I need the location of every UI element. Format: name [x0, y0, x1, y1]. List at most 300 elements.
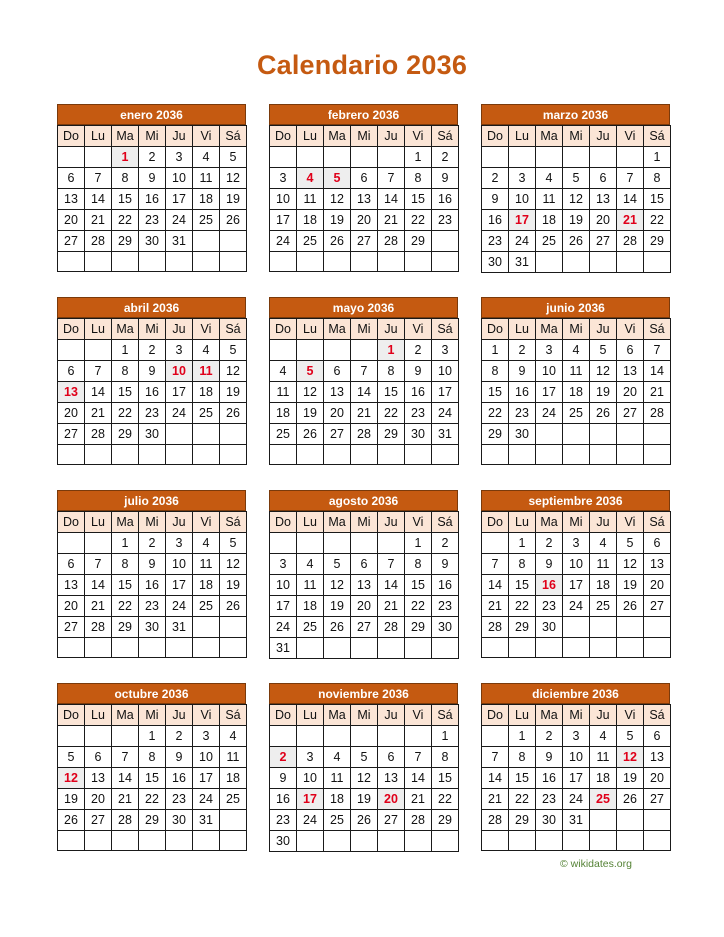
day-cell: 23 — [509, 403, 536, 424]
weekday-label: Mi — [351, 705, 378, 726]
day-cell: 10 — [563, 747, 590, 768]
day-cell: 28 — [85, 617, 112, 638]
day-cell: 24 — [270, 231, 297, 252]
week-row — [58, 617, 247, 638]
day-cell: 1 — [405, 533, 432, 554]
empty-day-cell — [139, 831, 166, 851]
empty-day-cell — [378, 445, 405, 465]
day-cell: 5 — [617, 533, 644, 554]
holiday-day-cell: 12 — [617, 747, 644, 768]
day-cell: 26 — [617, 596, 644, 617]
day-cell: 30 — [139, 231, 166, 252]
day-cell: 27 — [378, 810, 405, 831]
empty-day-cell — [112, 831, 139, 851]
holiday-day-cell: 25 — [590, 789, 617, 810]
day-cell: 23 — [139, 210, 166, 231]
weekday-label: Ju — [378, 126, 405, 147]
week-row — [58, 382, 247, 403]
empty-day-cell — [139, 445, 166, 465]
weekday-label: Lu — [297, 126, 324, 147]
day-cell: 11 — [270, 382, 297, 403]
day-cell: 20 — [324, 403, 351, 424]
week-row — [482, 210, 671, 231]
weekday-label: Sá — [644, 126, 671, 147]
day-cell: 12 — [324, 575, 351, 596]
month-table — [481, 704, 671, 851]
month-table — [481, 318, 671, 465]
empty-day-cell — [139, 638, 166, 658]
weekday-label: Ma — [536, 512, 563, 533]
weekday-label: Vi — [193, 126, 220, 147]
weekday-label: Vi — [193, 512, 220, 533]
empty-day-cell — [590, 252, 617, 273]
day-cell: 14 — [617, 189, 644, 210]
week-row — [482, 726, 671, 747]
holiday-day-cell: 17 — [297, 789, 324, 810]
day-cell: 15 — [405, 575, 432, 596]
day-cell: 4 — [536, 168, 563, 189]
weekday-label: Do — [482, 126, 509, 147]
day-cell: 4 — [193, 533, 220, 554]
day-cell: 4 — [193, 340, 220, 361]
holiday-day-cell: 10 — [166, 361, 193, 382]
day-cell: 15 — [405, 189, 432, 210]
weekday-row — [58, 512, 247, 533]
day-cell: 30 — [139, 617, 166, 638]
empty-day-cell — [563, 445, 590, 465]
day-cell: 9 — [536, 747, 563, 768]
week-row — [482, 189, 671, 210]
weekday-label: Mi — [351, 512, 378, 533]
weekday-label: Lu — [509, 705, 536, 726]
day-cell: 16 — [166, 768, 193, 789]
week-row — [270, 210, 459, 231]
day-cell: 9 — [482, 189, 509, 210]
week-row — [58, 726, 247, 747]
day-cell: 20 — [85, 789, 112, 810]
empty-day-cell — [270, 445, 297, 465]
week-row — [270, 596, 459, 617]
day-cell: 25 — [563, 403, 590, 424]
day-cell: 17 — [536, 382, 563, 403]
empty-day-cell — [644, 445, 671, 465]
day-cell: 24 — [432, 403, 459, 424]
week-row — [58, 810, 247, 831]
day-cell: 5 — [617, 726, 644, 747]
day-cell: 31 — [193, 810, 220, 831]
day-cell: 18 — [270, 403, 297, 424]
day-cell: 30 — [482, 252, 509, 273]
day-cell: 14 — [378, 189, 405, 210]
empty-day-cell — [220, 831, 247, 851]
day-cell: 1 — [509, 726, 536, 747]
weekday-row — [270, 512, 459, 533]
month-1 — [269, 104, 458, 272]
empty-day-cell — [324, 147, 351, 168]
week-row — [270, 361, 459, 382]
day-cell: 29 — [378, 424, 405, 445]
day-cell: 18 — [193, 382, 220, 403]
empty-day-cell — [432, 638, 459, 659]
day-cell: 28 — [378, 617, 405, 638]
day-cell: 26 — [351, 810, 378, 831]
day-cell: 19 — [617, 768, 644, 789]
day-cell: 25 — [324, 810, 351, 831]
day-cell: 12 — [617, 554, 644, 575]
day-cell: 9 — [432, 168, 459, 189]
month-header: abril 2036 — [57, 297, 246, 318]
day-cell: 23 — [432, 596, 459, 617]
empty-day-cell — [58, 445, 85, 465]
day-cell: 15 — [509, 575, 536, 596]
weekday-label: Do — [270, 126, 297, 147]
day-cell: 30 — [432, 617, 459, 638]
day-cell: 8 — [405, 554, 432, 575]
weekday-row — [270, 319, 459, 340]
week-row — [270, 726, 459, 747]
day-cell: 7 — [378, 554, 405, 575]
day-cell: 10 — [297, 768, 324, 789]
day-cell: 15 — [482, 382, 509, 403]
day-cell: 19 — [563, 210, 590, 231]
day-cell: 8 — [644, 168, 671, 189]
weekday-label: Lu — [85, 705, 112, 726]
day-cell: 15 — [432, 768, 459, 789]
week-row — [58, 168, 247, 189]
day-cell: 28 — [482, 617, 509, 638]
day-cell: 20 — [644, 768, 671, 789]
day-cell: 12 — [297, 382, 324, 403]
month-table — [481, 511, 671, 658]
day-cell: 7 — [351, 361, 378, 382]
day-cell: 8 — [112, 168, 139, 189]
week-row — [482, 382, 671, 403]
day-cell: 10 — [166, 168, 193, 189]
week-row — [58, 361, 247, 382]
day-cell: 9 — [432, 554, 459, 575]
empty-day-cell — [85, 252, 112, 272]
day-cell: 19 — [220, 189, 247, 210]
month-2 — [481, 104, 670, 273]
day-cell: 18 — [590, 768, 617, 789]
weekday-label: Ju — [378, 512, 405, 533]
day-cell: 17 — [166, 382, 193, 403]
day-cell: 23 — [536, 789, 563, 810]
month-0 — [57, 104, 246, 272]
day-cell: 24 — [270, 617, 297, 638]
weekday-label: Vi — [193, 319, 220, 340]
empty-day-cell — [193, 252, 220, 272]
week-row — [482, 533, 671, 554]
empty-day-cell — [324, 252, 351, 272]
month-table — [57, 704, 247, 851]
empty-day-cell — [193, 831, 220, 851]
day-cell: 23 — [139, 596, 166, 617]
weekday-label: Ju — [166, 512, 193, 533]
day-cell: 26 — [58, 810, 85, 831]
empty-day-cell — [270, 252, 297, 272]
month-8 — [481, 490, 670, 658]
empty-day-cell — [324, 533, 351, 554]
day-cell: 5 — [220, 147, 247, 168]
day-cell: 5 — [351, 747, 378, 768]
week-row — [482, 554, 671, 575]
day-cell: 2 — [166, 726, 193, 747]
empty-day-cell — [378, 638, 405, 659]
holiday-day-cell: 17 — [509, 210, 536, 231]
day-cell: 25 — [270, 424, 297, 445]
weekday-row — [482, 512, 671, 533]
day-cell: 19 — [58, 789, 85, 810]
empty-day-cell — [378, 726, 405, 747]
day-cell: 31 — [563, 810, 590, 831]
empty-day-cell — [590, 147, 617, 168]
month-10 — [269, 683, 458, 852]
day-cell: 2 — [432, 533, 459, 554]
day-cell: 3 — [563, 533, 590, 554]
day-cell: 11 — [590, 747, 617, 768]
day-cell: 3 — [166, 147, 193, 168]
day-cell: 7 — [482, 747, 509, 768]
day-cell: 11 — [324, 768, 351, 789]
weekday-label: Sá — [432, 705, 459, 726]
week-row — [270, 445, 459, 465]
empty-day-cell — [270, 340, 297, 361]
day-cell: 7 — [85, 554, 112, 575]
empty-day-cell — [405, 252, 432, 272]
empty-day-cell — [351, 638, 378, 659]
day-cell: 23 — [482, 231, 509, 252]
day-cell: 27 — [85, 810, 112, 831]
day-cell: 23 — [536, 596, 563, 617]
day-cell: 5 — [58, 747, 85, 768]
week-row — [482, 424, 671, 445]
weekday-label: Lu — [297, 705, 324, 726]
empty-day-cell — [297, 726, 324, 747]
day-cell: 17 — [193, 768, 220, 789]
day-cell: 16 — [405, 382, 432, 403]
day-cell: 21 — [644, 382, 671, 403]
day-cell: 24 — [166, 596, 193, 617]
day-cell: 18 — [324, 789, 351, 810]
empty-day-cell — [563, 638, 590, 658]
empty-day-cell — [351, 445, 378, 465]
day-cell: 25 — [193, 596, 220, 617]
day-cell: 30 — [509, 424, 536, 445]
day-cell: 22 — [644, 210, 671, 231]
day-cell: 3 — [297, 747, 324, 768]
empty-day-cell — [112, 638, 139, 658]
day-cell: 29 — [644, 231, 671, 252]
day-cell: 15 — [112, 575, 139, 596]
day-cell: 4 — [193, 147, 220, 168]
day-cell: 22 — [482, 403, 509, 424]
week-row — [482, 231, 671, 252]
week-row — [482, 789, 671, 810]
day-cell: 24 — [563, 596, 590, 617]
weekday-label: Mi — [563, 319, 590, 340]
day-cell: 30 — [536, 810, 563, 831]
empty-day-cell — [351, 147, 378, 168]
empty-day-cell — [590, 617, 617, 638]
day-cell: 13 — [58, 575, 85, 596]
day-cell: 26 — [324, 231, 351, 252]
empty-day-cell — [58, 638, 85, 658]
day-cell: 10 — [536, 361, 563, 382]
day-cell: 9 — [405, 361, 432, 382]
day-cell: 4 — [220, 726, 247, 747]
month-header: mayo 2036 — [269, 297, 458, 318]
day-cell: 16 — [536, 768, 563, 789]
day-cell: 14 — [644, 361, 671, 382]
day-cell: 8 — [112, 554, 139, 575]
empty-day-cell — [432, 445, 459, 465]
day-cell: 17 — [270, 596, 297, 617]
empty-day-cell — [85, 726, 112, 747]
day-cell: 30 — [166, 810, 193, 831]
empty-day-cell — [536, 252, 563, 273]
day-cell: 20 — [58, 210, 85, 231]
day-cell: 3 — [270, 168, 297, 189]
weekday-label: Ma — [536, 126, 563, 147]
day-cell: 18 — [297, 210, 324, 231]
day-cell: 12 — [324, 189, 351, 210]
day-cell: 20 — [617, 382, 644, 403]
empty-day-cell — [405, 638, 432, 659]
empty-day-cell — [509, 638, 536, 658]
empty-day-cell — [617, 831, 644, 851]
day-cell: 1 — [509, 533, 536, 554]
empty-day-cell — [617, 810, 644, 831]
day-cell: 18 — [220, 768, 247, 789]
week-row — [482, 638, 671, 658]
day-cell: 19 — [220, 382, 247, 403]
day-cell: 18 — [563, 382, 590, 403]
empty-day-cell — [58, 252, 85, 272]
weekday-label: Mi — [351, 126, 378, 147]
empty-day-cell — [112, 726, 139, 747]
week-row — [270, 831, 459, 852]
empty-day-cell — [563, 252, 590, 273]
empty-day-cell — [590, 445, 617, 465]
day-cell: 29 — [112, 617, 139, 638]
weekday-label: Do — [270, 705, 297, 726]
day-cell: 15 — [509, 768, 536, 789]
day-cell: 11 — [590, 554, 617, 575]
weekday-row — [58, 126, 247, 147]
month-table — [269, 511, 459, 659]
day-cell: 27 — [590, 231, 617, 252]
day-cell: 5 — [563, 168, 590, 189]
day-cell: 2 — [405, 340, 432, 361]
day-cell: 16 — [139, 575, 166, 596]
empty-day-cell — [509, 831, 536, 851]
empty-day-cell — [617, 638, 644, 658]
weekday-label: Mi — [563, 512, 590, 533]
day-cell: 29 — [482, 424, 509, 445]
day-cell: 9 — [139, 168, 166, 189]
week-row — [58, 403, 247, 424]
weekday-label: Vi — [405, 512, 432, 533]
day-cell: 27 — [58, 617, 85, 638]
weekday-label: Do — [482, 705, 509, 726]
week-row — [482, 340, 671, 361]
holiday-day-cell: 13 — [58, 382, 85, 403]
day-cell: 14 — [405, 768, 432, 789]
weekday-label: Sá — [432, 126, 459, 147]
empty-day-cell — [590, 638, 617, 658]
month-header: noviembre 2036 — [269, 683, 458, 704]
empty-day-cell — [482, 726, 509, 747]
day-cell: 30 — [139, 424, 166, 445]
weekday-row — [58, 319, 247, 340]
month-header: julio 2036 — [57, 490, 246, 511]
day-cell: 25 — [590, 596, 617, 617]
week-row — [482, 168, 671, 189]
weekday-label: Lu — [85, 319, 112, 340]
holiday-day-cell: 20 — [378, 789, 405, 810]
empty-day-cell — [536, 445, 563, 465]
empty-day-cell — [432, 831, 459, 852]
day-cell: 1 — [432, 726, 459, 747]
day-cell: 28 — [351, 424, 378, 445]
day-cell: 4 — [297, 554, 324, 575]
day-cell: 22 — [112, 596, 139, 617]
month-11 — [481, 683, 670, 851]
day-cell: 20 — [58, 403, 85, 424]
day-cell: 25 — [193, 210, 220, 231]
weekday-label: Ju — [166, 319, 193, 340]
day-cell: 6 — [351, 168, 378, 189]
empty-day-cell — [482, 445, 509, 465]
empty-day-cell — [563, 424, 590, 445]
day-cell: 14 — [378, 575, 405, 596]
weekday-label: Do — [482, 512, 509, 533]
day-cell: 26 — [220, 596, 247, 617]
day-cell: 28 — [112, 810, 139, 831]
week-row — [58, 789, 247, 810]
day-cell: 11 — [193, 168, 220, 189]
day-cell: 26 — [617, 789, 644, 810]
empty-day-cell — [297, 340, 324, 361]
day-cell: 29 — [432, 810, 459, 831]
day-cell: 19 — [617, 575, 644, 596]
weekday-label: Vi — [405, 705, 432, 726]
day-cell: 24 — [509, 231, 536, 252]
weekday-label: Ju — [590, 512, 617, 533]
day-cell: 18 — [297, 596, 324, 617]
week-row — [482, 810, 671, 831]
empty-day-cell — [351, 726, 378, 747]
week-row — [482, 147, 671, 168]
day-cell: 5 — [220, 533, 247, 554]
day-cell: 15 — [644, 189, 671, 210]
week-row — [270, 554, 459, 575]
day-cell: 16 — [432, 189, 459, 210]
day-cell: 12 — [563, 189, 590, 210]
day-cell: 17 — [432, 382, 459, 403]
month-table — [57, 125, 247, 272]
week-row — [270, 189, 459, 210]
day-cell: 16 — [509, 382, 536, 403]
weekday-label: Sá — [220, 512, 247, 533]
day-cell: 21 — [351, 403, 378, 424]
day-cell: 16 — [482, 210, 509, 231]
weekday-label: Sá — [644, 512, 671, 533]
weekday-label: Ma — [112, 319, 139, 340]
day-cell: 29 — [139, 810, 166, 831]
day-cell: 30 — [536, 617, 563, 638]
